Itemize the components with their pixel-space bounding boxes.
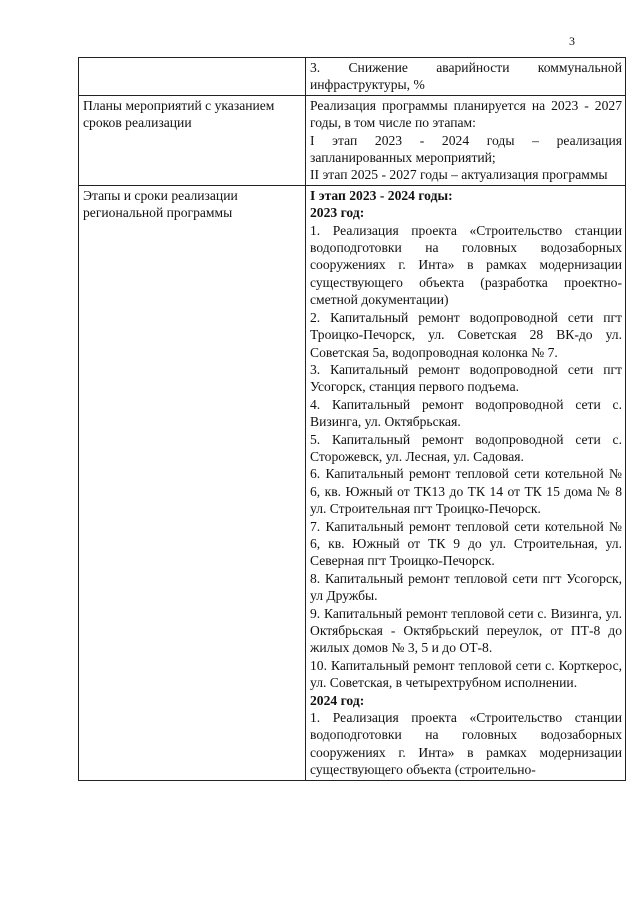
row-content <box>306 58 626 96</box>
row-label: Планы мероприятий с указанием сроков реализации <box>79 95 306 185</box>
list-item: 1. Реализация проекта «Строительство станции водоподготовки на головных водозаборных сооружениях г. Инта» в рамках модернизации существующего объекта (разработка проектно-сметной документации) <box>310 222 622 308</box>
table-row <box>79 185 626 780</box>
year-2023-heading: 2023 год: <box>310 205 365 221</box>
list-item: 8. Капитальный ремонт тепловой сети пгт Усогорск, ул Дружбы. <box>310 570 622 604</box>
list-item: 3. Капитальный ремонт водопроводной сети пгт Усогорск, станция первого подъема. <box>310 361 622 395</box>
plan-intro: Реализация программы планируется на 2023 - 2027 годы, в том числе по этапам: <box>310 97 622 131</box>
items-2024-list <box>310 709 622 779</box>
table-row <box>79 95 626 185</box>
year-2024-heading: 2024 год: <box>310 692 365 708</box>
list-item: 6. Капитальный ремонт тепловой сети котельной № 6, кв. Южный от ТК13 до ТК 14 от ТК 15 дома № 8 ул. Строительная пгт Троицко-Печорск. <box>310 466 622 517</box>
list-item: 5. Капитальный ремонт водопроводной сети с. Сторожевск, ул. Лесная, ул. Садовая. <box>310 431 622 464</box>
stage-heading: I этап 2023 - 2024 годы: <box>310 187 453 203</box>
list-item: 4. Капитальный ремонт водопроводной сети с. Визинга, ул. Октябрьская. <box>310 396 622 430</box>
list-item: 2. Капитальный ремонт водопроводной сети пгт Троицко-Печорск, ул. Советская 28 ВК-до ул. Советская 5а, водопроводная колонка № 7. <box>310 309 622 360</box>
items-2023-list <box>310 222 622 692</box>
list-item: 9. Капитальный ремонт тепловой сети с. Визинга, ул. Октябрьская - Октябрьский переулок, от ПТ-8 до жилых домов № 3, 5 и до ОТ-8. <box>310 605 622 656</box>
list-item: 7. Капитальный ремонт тепловой сети котельной № 6, кв. Южный от ТК 9 до ул. Строительная, ул. Северная пгт Троицко-Печорск. <box>310 518 622 569</box>
row-label: Этапы и сроки реализации региональной программы <box>79 185 306 780</box>
row-content <box>306 185 626 780</box>
row-content <box>306 95 626 185</box>
list-item: 10. Капитальный ремонт тепловой сети с. Корткерос, ул. Советская, в четырехтрубном исполнении. <box>310 657 622 691</box>
plan-stage-1: I этап 2023 - 2024 годы – реализация запланированных мероприятий; <box>310 132 622 166</box>
row-label <box>79 58 306 96</box>
program-table <box>78 57 626 781</box>
table-row <box>79 58 626 96</box>
list-item: 1. Реализация проекта «Строительство станции водоподготовки на головных водозаборных сооружениях г. Инта» в рамках модернизации существующего объекта (строительно- <box>310 710 622 778</box>
indicator-3: 3. Снижение аварийности коммунальной инфраструктуры, % <box>310 60 622 93</box>
plan-stage-2: II этап 2025 - 2027 годы – актуализация программы <box>310 167 608 183</box>
page-number: 3 <box>569 34 575 48</box>
